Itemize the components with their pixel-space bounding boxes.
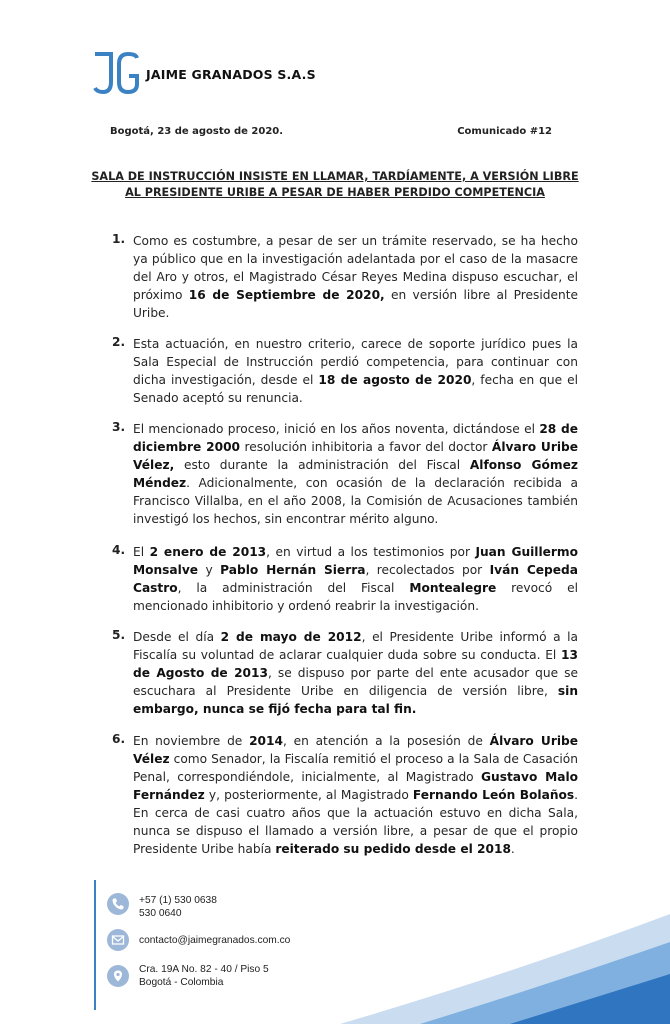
bold-text: 2 enero de 2013	[149, 545, 267, 559]
item-paragraph	[133, 543, 578, 615]
bold-text: 13 de Agosto de 2013	[133, 648, 578, 680]
bold-text: Montealegre	[409, 581, 497, 595]
bold-text: Alfonso Gómez Méndez	[133, 458, 578, 490]
bold-text: 2014	[249, 734, 283, 748]
phone-numbers	[139, 894, 217, 920]
text-run: . Adicionalmente, con ocasión de la declaración recibida a Francisco Villalba, en el año 2008, la Comisión de Acusaciones también investigó los hechos, sin encontrar mérito alguno.	[133, 476, 578, 526]
phone-line-2: 530 0640	[139, 908, 182, 919]
date-line: Bogotá, 23 de agosto de 2020.	[110, 126, 284, 137]
text-run: esto durante la administración del Fiscal	[174, 458, 470, 472]
postal-address	[139, 963, 269, 989]
bold-text: 16 de Septiembre de 2020,	[188, 288, 385, 302]
text-run: El	[133, 545, 150, 559]
text-run: y, posteriormente, al Magistrado	[204, 788, 413, 802]
address-line-2: Bogotá - Colombia	[139, 977, 224, 988]
text-run: en versión libre al Presidente Uribe.	[133, 288, 579, 320]
item-number: 2.	[112, 335, 126, 349]
company-name: JAIME GRANADOS S.A.S	[146, 67, 316, 82]
text-run: , fecha en que el Senado aceptó su renuncia.	[133, 373, 578, 405]
title-line-2: AL PRESIDENTE URIBE A PESAR DE HABER PERDIDO COMPETENCIA	[125, 185, 545, 199]
text-run: resolución inhibitoria a favor del doctor	[240, 440, 492, 454]
phone-line-1: +57 (1) 530 0638	[139, 895, 217, 906]
bold-text: sin embargo, nunca se fijó fecha para tal fin.	[133, 684, 578, 716]
text-run: , recolectados por	[365, 563, 490, 577]
bold-text: Pablo Hernán Sierra	[220, 563, 366, 577]
decorative-corner-swoosh	[340, 914, 670, 1024]
bold-text: Gustavo Malo Fernández	[133, 770, 578, 802]
item-paragraph	[133, 732, 578, 858]
communique-number: Comunicado #12	[457, 126, 552, 137]
text-run: revocó el mencionado inhibitorio y ordenó reabrir la investigación.	[133, 581, 578, 613]
bold-text: Álvaro Uribe Vélez	[133, 734, 579, 766]
text-run: , en virtud a los testimonios por	[266, 545, 476, 559]
item-paragraph	[133, 420, 578, 528]
bold-text: Fernando León Bolaños	[412, 788, 575, 802]
item-number: 4.	[112, 543, 126, 557]
item-number: 5.	[112, 628, 126, 642]
item-number: 6.	[112, 732, 126, 746]
bold-text: 18 de agosto de 2020	[318, 373, 472, 387]
item-paragraph	[133, 335, 578, 407]
text-run: y	[198, 563, 221, 577]
bold-text: reiterado su pedido desde el 2018	[275, 842, 511, 856]
bold-text: Iván Cepeda Castro	[133, 563, 578, 595]
title-line-1: SALA DE INSTRUCCIÓN INSISTE EN LLAMAR, TARDÍAMENTE, A VERSIÓN LIBRE	[91, 170, 579, 183]
text-run: . En cerca de casi cuatro años que la actuación estuvo en dicha Sala, nunca se dispuso el llamado a versión libre, a pesar de que el propio Presidente Uribe había	[133, 788, 578, 856]
text-run: , el Presidente Uribe informó a la Fiscalía su voluntad de aclarar cualquier duda sobre su conducta. El	[133, 630, 578, 662]
text-run: , en atención a la posesión de	[282, 734, 490, 748]
location-icon	[107, 965, 129, 987]
text-run: En noviembre de	[133, 734, 250, 748]
email-address[interactable]: contacto@jaimegranados.com.co	[139, 935, 291, 946]
address-line-1: Cra. 19A No. 82 - 40 / Piso 5	[139, 964, 269, 975]
document-title	[90, 169, 580, 200]
text-run: como Senador, la Fiscalía remitió el proceso a la Sala de Casación Penal, correspondiéndole, inicialmente, al Magistrado	[133, 752, 578, 784]
text-run: Como es costumbre, a pesar de ser un trámite reservado, se ha hecho ya público que en la investigación adelantada por el caso de la masacre del Aro y otros, el Magistrado César Reyes Medina dispuso escuchar, el próximo	[133, 234, 578, 302]
bold-text: 2 de mayo de 2012	[220, 630, 362, 644]
text-run: El mencionado proceso, inició en los años noventa, dictándose el	[133, 422, 540, 436]
item-number: 1.	[112, 232, 126, 246]
text-run: Esta actuación, en nuestro criterio, carece de soporte jurídico pues la Sala Especial de Instrucción perdió competencia, para continuar con dicha investigación, desde el	[133, 337, 578, 387]
text-run: , la administración del Fiscal	[177, 581, 410, 595]
bold-text: Juan Guillermo Monsalve	[133, 545, 579, 577]
bold-text: Álvaro Uribe Vélez,	[133, 440, 579, 472]
email-icon	[107, 929, 129, 951]
text-run: , se dispuso por parte del ente acusador que se escuchara al Presidente Uribe en diligencia de versión libre,	[133, 666, 578, 698]
item-paragraph	[133, 628, 578, 718]
text-run: .	[510, 842, 515, 856]
company-logo	[92, 50, 140, 98]
contact-divider	[94, 880, 96, 1010]
item-paragraph	[133, 232, 578, 322]
phone-icon	[107, 893, 129, 915]
item-number: 3.	[112, 420, 126, 434]
text-run: Desde el día	[133, 630, 221, 644]
bold-text: 28 de diciembre 2000	[133, 422, 578, 454]
